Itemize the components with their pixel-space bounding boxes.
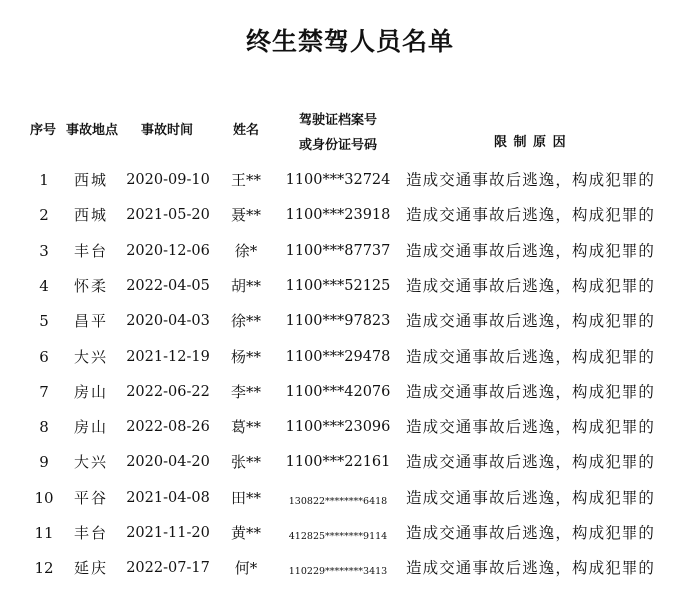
row-index: 2: [39, 206, 49, 225]
row-name: 杨**: [230, 347, 261, 366]
row-location: 平谷: [73, 488, 108, 507]
row-index: 11: [34, 524, 54, 542]
table-row: [0, 272, 700, 302]
row-index: 12: [34, 559, 54, 578]
page-title: 终生禁驾人员名单: [245, 27, 454, 56]
table-row: [0, 237, 700, 267]
row-index: 5: [39, 312, 49, 331]
row-location: 西城: [73, 206, 108, 225]
row-name: 何*: [234, 559, 258, 578]
row-date: 2022-08-26: [126, 419, 210, 436]
header-index: 序号: [30, 123, 57, 138]
header-reason: 限 制 原 因: [494, 135, 567, 150]
table-row: [0, 554, 700, 584]
table-row: [0, 448, 700, 478]
row-location: 丰台: [73, 524, 108, 542]
row-id-number: 1100***97823: [285, 313, 391, 330]
row-name: 葛**: [230, 418, 261, 437]
row-reason: 造成交通事故后逃逸，构成犯罪的: [406, 206, 656, 225]
table-row: [0, 413, 700, 443]
table-row: [0, 378, 700, 408]
table-row: [0, 166, 700, 196]
header-time: 事故时间: [141, 123, 194, 138]
row-index: 6: [39, 347, 49, 366]
row-reason: 造成交通事故后逃逸，构成犯罪的: [406, 171, 656, 189]
row-reason: 造成交通事故后逃逸，构成犯罪的: [406, 241, 656, 260]
row-name: 李**: [230, 382, 261, 401]
row-id-number: 1100***42076: [285, 383, 391, 400]
row-reason: 造成交通事故后逃逸，构成犯罪的: [406, 382, 656, 401]
row-location: 大兴: [73, 453, 108, 472]
row-date: 2021-05-20: [126, 207, 210, 224]
row-date: 2022-04-05: [126, 277, 210, 294]
row-reason: 造成交通事故后逃逸，构成犯罪的: [406, 312, 656, 331]
table-row: [0, 519, 700, 549]
header-id-line1: 驾驶证档案号: [299, 113, 378, 128]
table-row: [0, 484, 700, 514]
row-id-number: 412825********9114: [288, 531, 388, 542]
row-location: 大兴: [73, 347, 108, 366]
row-location: 昌平: [73, 312, 108, 331]
row-date: 2021-04-08: [126, 489, 210, 506]
row-name: 张**: [230, 453, 261, 472]
row-date: 2022-06-22: [126, 383, 210, 400]
row-location: 房山: [73, 418, 108, 437]
row-reason: 造成交通事故后逃逸，构成犯罪的: [406, 524, 656, 542]
row-name: 徐**: [230, 312, 261, 331]
row-index: 4: [39, 276, 49, 295]
row-date: 2020-04-20: [126, 454, 210, 471]
row-date: 2022-07-17: [126, 560, 210, 577]
row-index: 9: [39, 453, 49, 472]
row-reason: 造成交通事故后逃逸，构成犯罪的: [406, 347, 656, 366]
row-id-number: 1100***22161: [285, 454, 391, 471]
row-reason: 造成交通事故后逃逸，构成犯罪的: [406, 418, 656, 437]
row-index: 10: [34, 488, 54, 507]
row-reason: 造成交通事故后逃逸，构成犯罪的: [406, 276, 656, 295]
row-location: 房山: [73, 382, 108, 401]
row-index: 8: [39, 418, 49, 437]
row-date: 2021-11-20: [126, 525, 210, 541]
row-date: 2021-12-19: [126, 348, 210, 365]
row-name: 聂**: [230, 206, 261, 225]
row-id-number: 1100***29478: [285, 348, 391, 365]
row-index: 7: [39, 382, 49, 401]
row-id-number: 1100***52125: [285, 277, 391, 294]
table-row: [0, 307, 700, 337]
table-row: [0, 201, 700, 231]
row-id-number: 1100***23096: [285, 419, 391, 436]
header-location: 事故地点: [66, 123, 119, 138]
row-location: 西城: [73, 171, 108, 189]
row-date: 2020-12-06: [126, 242, 210, 259]
row-reason: 造成交通事故后逃逸，构成犯罪的: [406, 488, 656, 507]
row-date: 2020-04-03: [126, 313, 210, 330]
table-row: [0, 343, 700, 373]
row-index: 1: [39, 171, 49, 189]
row-name: 黄**: [230, 524, 261, 542]
header-id-line2: 或身份证号码: [299, 138, 378, 153]
row-name: 王**: [230, 171, 261, 189]
row-location: 怀柔: [73, 276, 108, 295]
row-location: 延庆: [73, 559, 108, 578]
header-name: 姓名: [233, 123, 260, 138]
row-name: 徐*: [234, 241, 258, 260]
row-reason: 造成交通事故后逃逸，构成犯罪的: [406, 559, 656, 578]
row-id-number: 1100***32724: [285, 172, 391, 188]
row-location: 丰台: [73, 241, 108, 260]
row-id-number: 130822********6418: [288, 495, 388, 507]
row-id-number: 110229********3413: [288, 566, 388, 578]
row-date: 2020-09-10: [126, 172, 210, 188]
row-name: 田**: [230, 488, 261, 507]
row-reason: 造成交通事故后逃逸，构成犯罪的: [406, 453, 656, 472]
row-name: 胡**: [230, 276, 261, 295]
row-id-number: 1100***23918: [285, 207, 391, 224]
row-id-number: 1100***87737: [285, 242, 391, 259]
row-index: 3: [39, 241, 49, 260]
